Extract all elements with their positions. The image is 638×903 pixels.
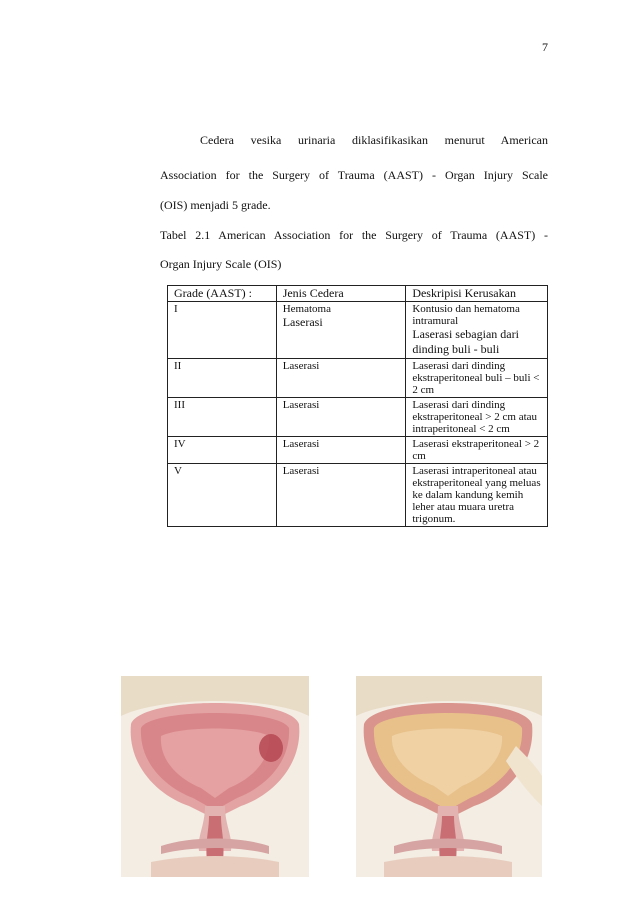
description-text: Laserasi sebagian dari dinding buli - buli [412,327,519,356]
paragraph-line: Association for the Surgery of Trauma (AAST) - Organ Injury Scale [160,168,548,182]
table-row [168,302,548,359]
column-header-description: Deskripisi Kerusakan [406,286,548,302]
injury-type-cell: Laserasi [276,437,406,464]
table-row [168,398,548,437]
column-header-grade: Grade (AAST) : [168,286,277,302]
description-text: Laserasi dari dinding ekstraperitoneal buli – buli < 2 cm [412,360,540,396]
column-header-injury-type: Jenis Cedera [276,286,406,302]
table-caption: Organ Injury Scale (OIS) [160,257,282,271]
table-header-row [168,286,548,302]
description-text: Laserasi intraperitoneal atau ekstraperitoneal yang meluas ke dalam kandung kemih leher atau muara uretra trigonum. [412,465,541,525]
description-cell [406,464,548,527]
injury-type-cell: Laserasi [276,464,406,527]
table-row [168,464,548,527]
injury-type-cell [276,302,406,359]
injury-type-cell: Laserasi [276,359,406,398]
description-cell [406,398,548,437]
bladder-contusion-illustration [121,676,309,877]
grade-cell: IV [168,437,277,464]
grade-cell: II [168,359,277,398]
injury-type: Laserasi [282,315,323,329]
table-row [168,437,548,464]
bladder-rupture-illustration [356,676,542,877]
description-text: Kontusio dan hematoma intramural [412,303,520,327]
table-caption: Tabel 2.1 American Association for the Surgery of Trauma (AAST) - [160,228,548,242]
injury-type: Hematoma [282,303,331,315]
aast-grade-table [167,285,548,527]
paragraph-line: Cedera vesika urinaria diklasifikasikan menurut American [200,133,548,147]
grade-cell: III [168,398,277,437]
injury-type-cell: Laserasi [276,398,406,437]
paragraph-line: (OIS) menjadi 5 grade. [160,198,271,212]
description-cell [406,359,548,398]
description-text: Laserasi dari dinding ekstraperitoneal > 2 cm atau intraperitoneal < 2 cm [412,399,538,435]
description-cell [406,437,548,464]
grade-cell: V [168,464,277,527]
table-row [168,359,548,398]
page-number: 7 [542,40,548,54]
description-cell [406,302,548,359]
description-text: Laserasi ekstraperitoneal > 2 cm [412,438,540,462]
grade-cell: I [168,302,277,359]
